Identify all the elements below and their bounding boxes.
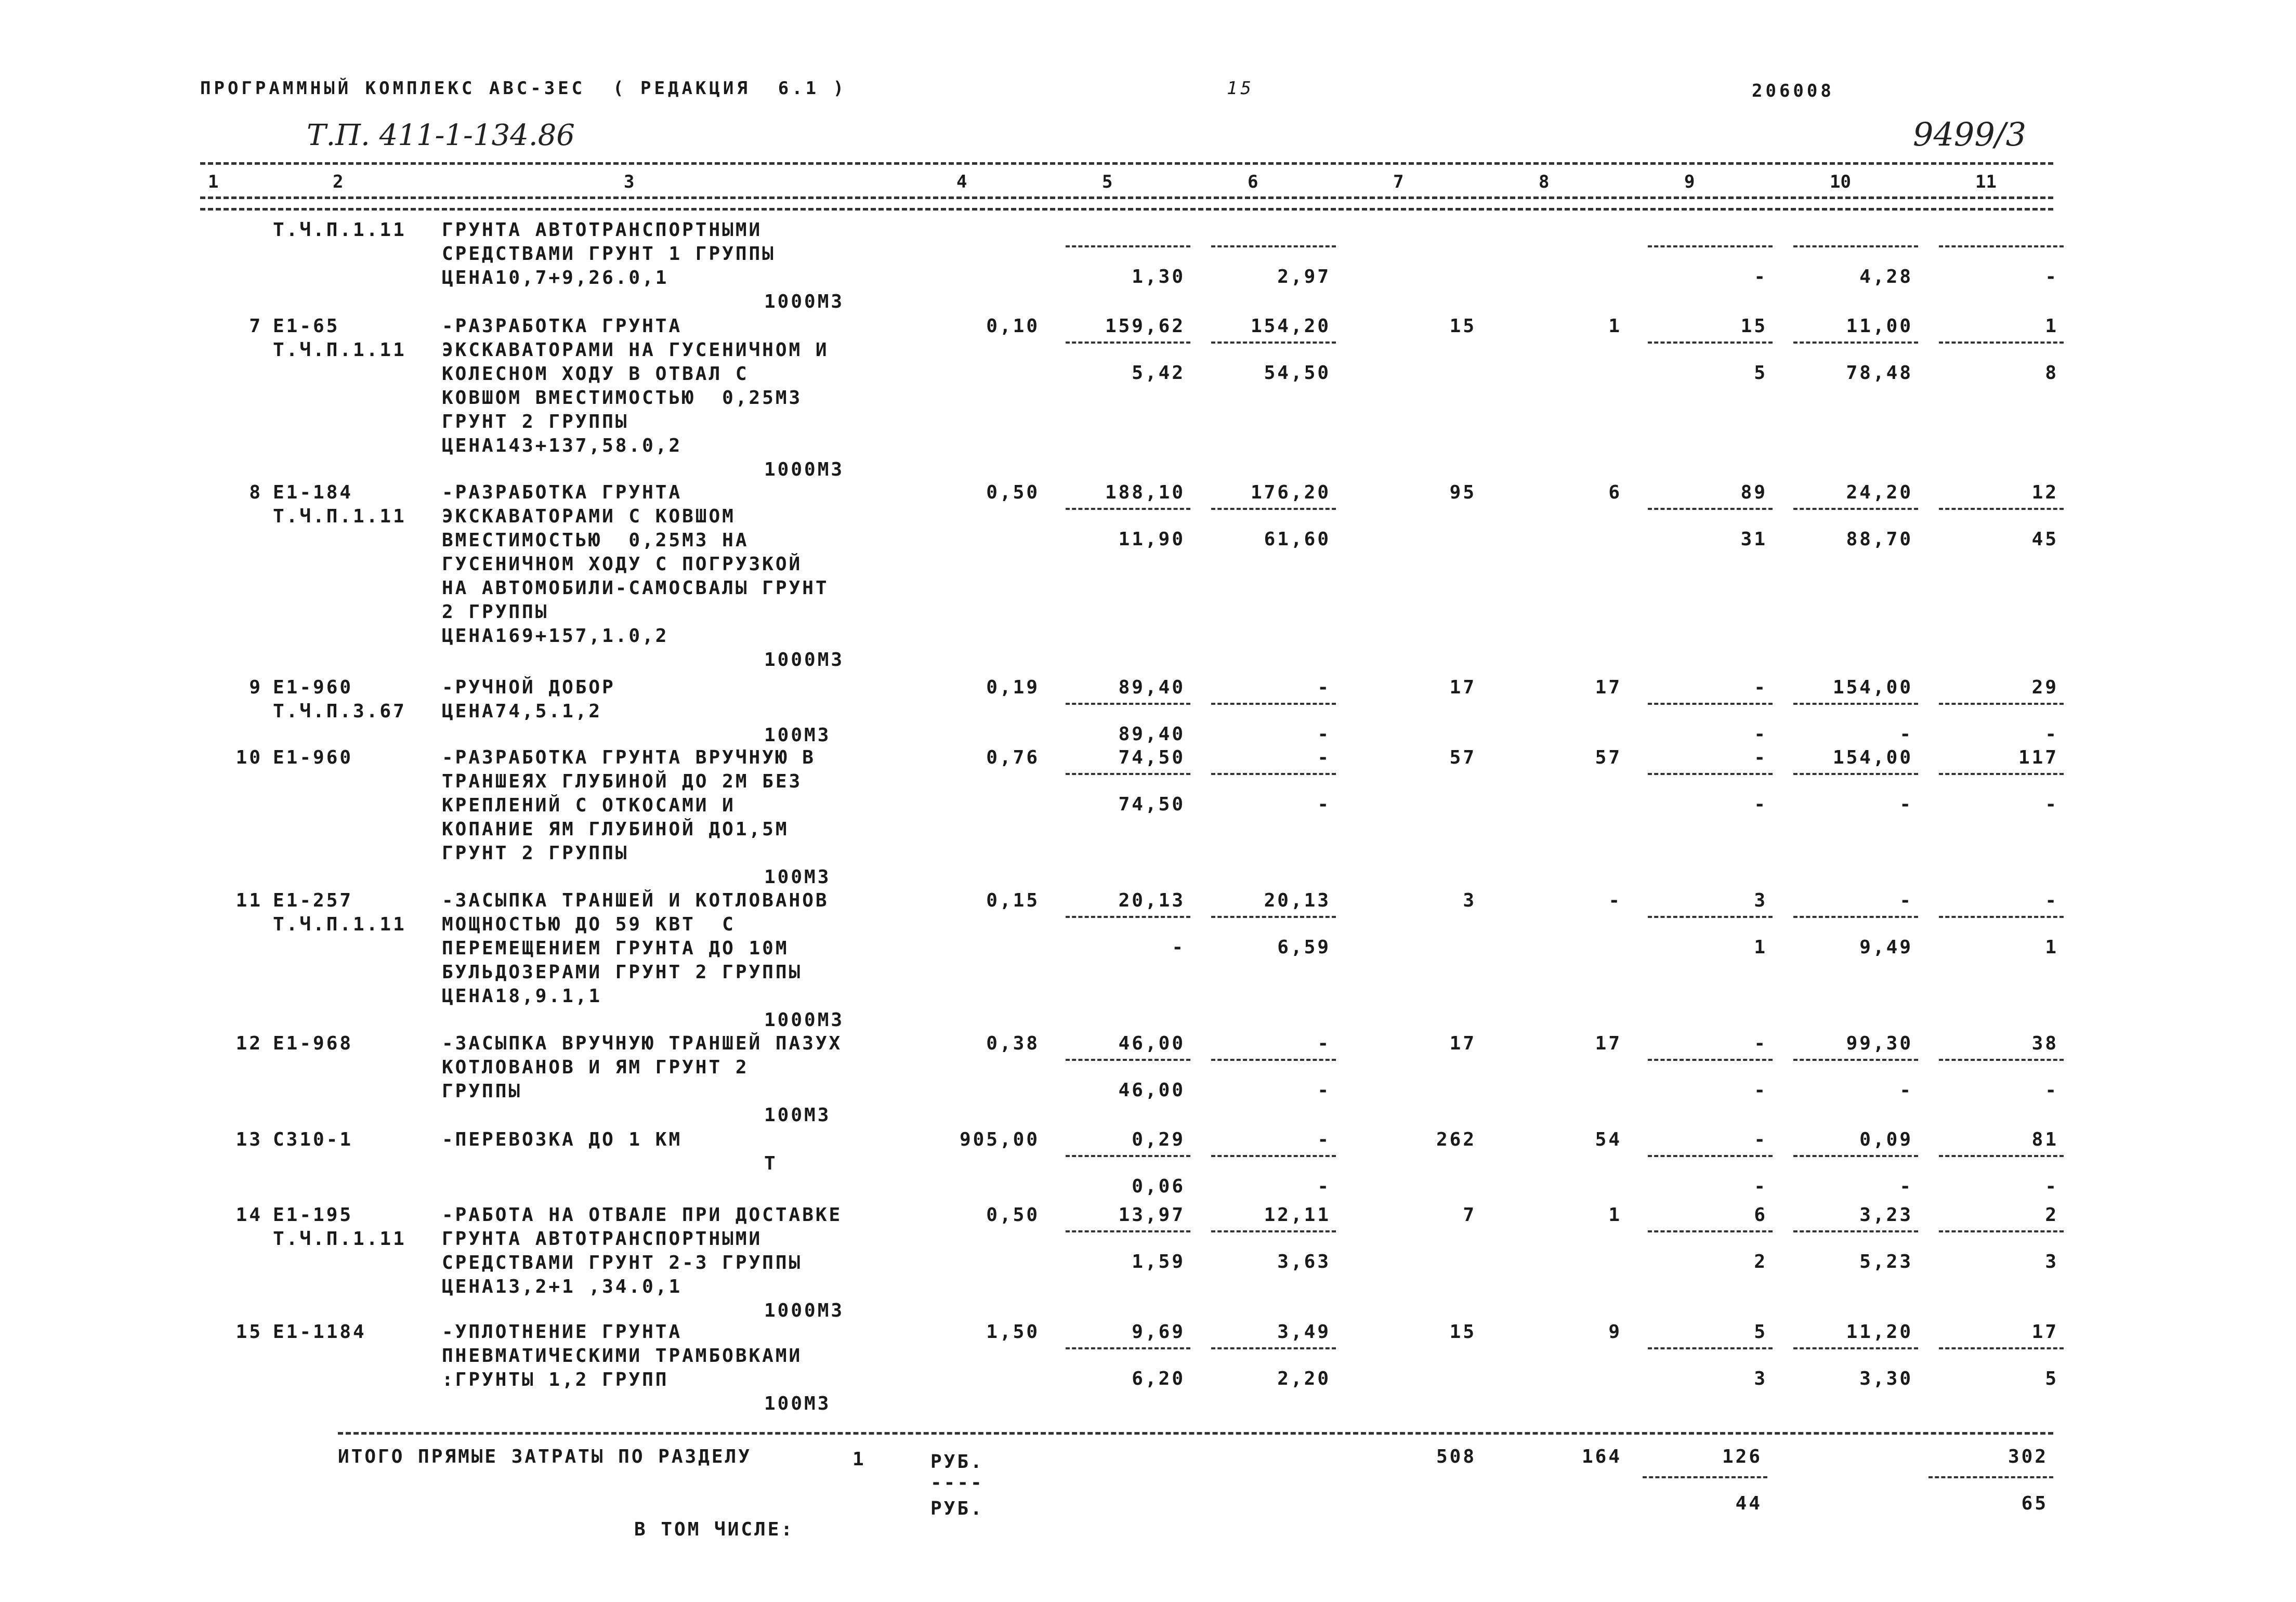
row-col5-bottom: 1,30: [1132, 266, 1185, 287]
totals-currency-1: РУБ.: [930, 1451, 984, 1473]
row-col5-underline: [1066, 245, 1190, 247]
row-col11-underline: [1939, 1230, 2064, 1232]
row-col9-bottom: 2: [1754, 1251, 1767, 1272]
row-col5-top: 9,69: [1132, 1321, 1185, 1343]
row-col6-top: 154,20: [1250, 316, 1331, 337]
row-description: -РАЗРАБОТКА ГРУНТА ЭКСКАВАТОРАМИ НА ГУСЕНИЧНОМ И КОЛЕСНОМ ХОДУ В ОТВАЛ С КОВШОМ ВМЕСТИМОСТЬЮ 0,25М3 ГРУНТ 2 ГРУППЫ ЦЕНА143+137,58.0,2: [442, 316, 829, 456]
totals-col9-underline: [1643, 1476, 1767, 1478]
row-col10-underline: [1793, 245, 1918, 247]
row-col8-top: 57: [1595, 747, 1622, 768]
row-col10-top: 11,00: [1846, 316, 1913, 337]
row-col11-underline: [1939, 245, 2064, 247]
row-col5-underline: [1066, 703, 1190, 705]
row-col6-bottom: 2,20: [1277, 1368, 1331, 1389]
row-col7-top: 95: [1449, 482, 1476, 503]
row-col6-bottom: -: [1317, 1176, 1331, 1197]
totals-col9-bottom: 44: [1735, 1493, 1762, 1514]
row-code: Е1-968: [273, 1033, 353, 1054]
row-col11-top: 1: [2045, 316, 2058, 337]
row-code: Е1-65 Т.Ч.П.1.11: [273, 316, 406, 361]
row-unit: 1000М3: [764, 459, 845, 480]
row-col10-top: 24,20: [1846, 482, 1913, 503]
row-unit: 100М3: [764, 1393, 831, 1414]
row-col10-top: 0,09: [1859, 1129, 1913, 1150]
row-col6-underline: [1211, 1230, 1336, 1232]
column-header-9: 9: [1684, 172, 1695, 192]
row-col5-top: 46,00: [1118, 1033, 1185, 1054]
row-col5-underline: [1066, 1230, 1190, 1232]
row-col10-underline: [1793, 773, 1918, 775]
row-col9-top: 15: [1740, 316, 1767, 337]
row-unit: 100М3: [764, 725, 831, 746]
row-col6-top: 176,20: [1250, 482, 1331, 503]
row-col10-bottom: 88,70: [1846, 529, 1913, 550]
row-col10-bottom: -: [1899, 724, 1913, 745]
row-col6-underline: [1211, 245, 1336, 247]
row-col5-bottom: 11,90: [1118, 529, 1185, 550]
table-top-rule: [200, 162, 2053, 165]
row-col5-underline: [1066, 773, 1190, 775]
row-number: 7: [249, 316, 263, 337]
row-col5-bottom: 46,00: [1118, 1080, 1185, 1101]
row-col11-underline: [1939, 1059, 2064, 1061]
row-col9-underline: [1648, 1230, 1773, 1232]
totals-col8: 164: [1581, 1446, 1622, 1467]
row-col4-top: 0,50: [986, 482, 1040, 503]
program-title: ПРОГРАММНЫЙ КОМПЛЕКС АВС-ЗЕС ( РЕДАКЦИЯ 6.1 ): [200, 78, 847, 99]
row-code: Е1-1184: [273, 1321, 366, 1343]
row-col8-top: 9: [1608, 1321, 1622, 1343]
row-col5-bottom: 5,42: [1132, 362, 1185, 384]
row-col10-underline: [1793, 508, 1918, 510]
column-header-8: 8: [1539, 172, 1550, 192]
row-col4-top: 1,50: [986, 1321, 1040, 1343]
row-col8-top: 17: [1595, 1033, 1622, 1054]
row-col8-top: -: [1608, 890, 1622, 911]
row-col7-top: 262: [1436, 1129, 1476, 1150]
row-col11-underline: [1939, 342, 2064, 344]
row-col9-underline: [1648, 1347, 1773, 1349]
row-col7-top: 7: [1463, 1204, 1476, 1226]
row-code: Е1-184 Т.Ч.П.1.11: [273, 482, 406, 527]
row-col6-bottom: -: [1317, 724, 1331, 745]
row-col5-underline: [1066, 1155, 1190, 1157]
row-col6-underline: [1211, 1347, 1336, 1349]
row-description: ГРУНТА АВТОТРАНСПОРТНЫМИ СРЕДСТВАМИ ГРУНТ 1 ГРУППЫ ЦЕНА10,7+9,26.0,1: [442, 219, 776, 288]
row-col10-bottom: 4,28: [1859, 266, 1913, 287]
row-col10-bottom: -: [1899, 1176, 1913, 1197]
sheet-number: 9499/3: [1913, 115, 2027, 153]
row-col5-underline: [1066, 1059, 1190, 1061]
row-col11-top: 17: [2031, 1321, 2058, 1343]
row-col9-underline: [1648, 245, 1773, 247]
row-col9-underline: [1648, 1059, 1773, 1061]
row-col10-underline: [1793, 1230, 1918, 1232]
row-col5-top: 13,97: [1118, 1204, 1185, 1226]
row-unit: Т: [764, 1153, 778, 1174]
row-number: 8: [249, 482, 263, 503]
row-col6-underline: [1211, 703, 1336, 705]
row-col11-top: 2: [2045, 1204, 2058, 1226]
row-col11-bottom: 3: [2045, 1251, 2058, 1272]
row-col8-top: 1: [1608, 1204, 1622, 1226]
row-col11-top: 117: [2018, 747, 2058, 768]
row-number: 12: [235, 1033, 263, 1054]
document-code: 206008: [1752, 81, 1834, 101]
row-col6-top: -: [1317, 1033, 1331, 1054]
row-col10-underline: [1793, 703, 1918, 705]
row-col5-bottom: -: [1172, 937, 1185, 958]
row-col9-top: 6: [1754, 1204, 1767, 1226]
row-col5-underline: [1066, 1347, 1190, 1349]
row-description: -ЗАСЫПКА ВРУЧНУЮ ТРАНШЕЙ ПАЗУХ КОТЛОВАНОВ И ЯМ ГРУНТ 2 ГРУППЫ: [442, 1033, 843, 1102]
column-header-5: 5: [1102, 172, 1113, 192]
row-col4-top: 0,38: [986, 1033, 1040, 1054]
row-col9-top: -: [1754, 677, 1767, 698]
row-col6-bottom: -: [1317, 1080, 1331, 1101]
row-col9-bottom: -: [1754, 1176, 1767, 1197]
row-col6-underline: [1211, 1155, 1336, 1157]
totals-currency-2: РУБ.: [930, 1498, 984, 1519]
row-col5-top: 74,50: [1118, 747, 1185, 768]
row-col9-bottom: -: [1754, 1080, 1767, 1101]
row-col11-bottom: 8: [2045, 362, 2058, 384]
row-col8-top: 54: [1595, 1129, 1622, 1150]
row-description: -РАБОТА НА ОТВАЛЕ ПРИ ДОСТАВКЕ ГРУНТА АВТОТРАНСПОРТНЫМИ СРЕДСТВАМИ ГРУНТ 2-3 ГРУППЫ ЦЕНА13,2+1 ,34.0,1: [442, 1204, 843, 1297]
row-number: 13: [235, 1129, 263, 1150]
row-col11-top: 38: [2031, 1033, 2058, 1054]
row-col4-top: 905,00: [959, 1129, 1040, 1150]
row-description: -УПЛОТНЕНИЕ ГРУНТА ПНЕВМАТИЧЕСКИМИ ТРАМБОВКАМИ :ГРУНТЫ 1,2 ГРУПП: [442, 1321, 803, 1390]
row-col11-underline: [1939, 1155, 2064, 1157]
column-header-4: 4: [956, 172, 967, 192]
row-code: Т.Ч.П.1.11: [273, 219, 406, 241]
row-col9-underline: [1648, 1155, 1773, 1157]
row-col11-bottom: -: [2045, 266, 2058, 287]
row-col6-top: -: [1317, 1129, 1331, 1150]
totals-currency-dash: ----: [930, 1472, 984, 1493]
row-col9-underline: [1648, 703, 1773, 705]
row-code: Е1-960: [273, 747, 353, 768]
row-col11-underline: [1939, 773, 2064, 775]
row-col4-top: 0,76: [986, 747, 1040, 768]
row-col6-bottom: 3,63: [1277, 1251, 1331, 1272]
row-code: Е1-257 Т.Ч.П.1.11: [273, 890, 406, 935]
row-col11-bottom: -: [2045, 794, 2058, 815]
row-description: -ЗАСЫПКА ТРАНШЕЙ И КОТЛОВАНОВ МОЩНОСТЬЮ ДО 59 КВТ С ПЕРЕМЕЩЕНИЕМ ГРУНТА ДО 10М БУЛЬДОЗЕРАМИ ГРУНТ 2 ГРУППЫ ЦЕНА18,9.1,1: [442, 890, 829, 1007]
row-col6-underline: [1211, 1059, 1336, 1061]
row-col9-top: -: [1754, 1033, 1767, 1054]
row-col11-bottom: -: [2045, 724, 2058, 745]
column-header-2: 2: [333, 172, 344, 192]
row-unit: 100М3: [764, 1105, 831, 1126]
row-col11-underline: [1939, 508, 2064, 510]
row-col11-top: 12: [2031, 482, 2058, 503]
row-col9-top: 5: [1754, 1321, 1767, 1343]
row-col6-bottom: 6,59: [1277, 937, 1331, 958]
row-col11-bottom: 1: [2045, 937, 2058, 958]
row-col10-bottom: 5,23: [1859, 1251, 1913, 1272]
row-col11-bottom: 45: [2031, 529, 2058, 550]
row-description: -РАЗРАБОТКА ГРУНТА ЭКСКАВАТОРАМИ С КОВШОМ ВМЕСТИМОСТЬЮ 0,25М3 НА ГУСЕНИЧНОМ ХОДУ С ПОГРУЗКОЙ НА АВТОМОБИЛИ-САМОСВАЛЫ ГРУНТ 2 ГРУППЫ ЦЕНА169+157,1.0,2: [442, 482, 829, 647]
row-col7-top: 17: [1449, 677, 1476, 698]
row-col10-underline: [1793, 1155, 1918, 1157]
row-col5-bottom: 0,06: [1132, 1176, 1185, 1197]
row-col9-underline: [1648, 773, 1773, 775]
row-col9-top: -: [1754, 747, 1767, 768]
row-col5-bottom: 74,50: [1118, 794, 1185, 815]
row-unit: 1000М3: [764, 291, 845, 312]
row-col11-underline: [1939, 1347, 2064, 1349]
row-col6-top: 20,13: [1264, 890, 1331, 911]
row-col5-top: 89,40: [1118, 677, 1185, 698]
row-col6-underline: [1211, 508, 1336, 510]
row-col10-bottom: 78,48: [1846, 362, 1913, 384]
row-col11-underline: [1939, 703, 2064, 705]
row-number: 11: [235, 890, 263, 911]
row-number: 9: [249, 677, 263, 698]
row-col4-top: 0,10: [986, 316, 1040, 337]
row-col10-bottom: 9,49: [1859, 937, 1913, 958]
row-col11-bottom: -: [2045, 1080, 2058, 1101]
row-col11-top: -: [2045, 890, 2058, 911]
row-col9-top: 3: [1754, 890, 1767, 911]
project-number: Т.П. 411-1-134.86: [307, 119, 575, 152]
row-col10-underline: [1793, 916, 1918, 918]
row-col10-top: 99,30: [1846, 1033, 1913, 1054]
row-col10-bottom: -: [1899, 794, 1913, 815]
row-col9-top: -: [1754, 1129, 1767, 1150]
row-col6-bottom: 61,60: [1264, 529, 1331, 550]
row-col5-underline: [1066, 342, 1190, 344]
row-col7-top: 57: [1449, 747, 1476, 768]
row-col4-top: 0,50: [986, 1204, 1040, 1226]
row-col7-top: 3: [1463, 890, 1476, 911]
row-col5-bottom: 1,59: [1132, 1251, 1185, 1272]
row-col6-bottom: -: [1317, 794, 1331, 815]
row-col10-top: 154,00: [1832, 747, 1913, 768]
row-description: -РУЧНОЙ ДОБОР ЦЕНА74,5.1,2: [442, 677, 615, 722]
row-col9-bottom: -: [1754, 724, 1767, 745]
row-col9-bottom: -: [1754, 266, 1767, 287]
row-col5-underline: [1066, 508, 1190, 510]
column-header-6: 6: [1248, 172, 1258, 192]
row-unit: 1000М3: [764, 649, 845, 671]
row-col5-top: 159,62: [1105, 316, 1185, 337]
row-col4-top: 0,19: [986, 677, 1040, 698]
row-col6-top: -: [1317, 747, 1331, 768]
row-col5-top: 188,10: [1105, 482, 1185, 503]
row-col6-underline: [1211, 773, 1336, 775]
header-rule-1: [200, 196, 2053, 199]
totals-col11-underline: [1928, 1476, 2053, 1478]
row-col5-underline: [1066, 916, 1190, 918]
row-col11-underline: [1939, 916, 2064, 918]
row-unit: 100М3: [764, 866, 831, 888]
row-col9-underline: [1648, 342, 1773, 344]
row-col10-underline: [1793, 1347, 1918, 1349]
row-col6-bottom: 54,50: [1264, 362, 1331, 384]
row-col5-top: 20,13: [1118, 890, 1185, 911]
including-label: В ТОМ ЧИСЛЕ:: [634, 1519, 795, 1540]
row-description: -ПЕРЕВОЗКА ДО 1 КМ: [442, 1129, 683, 1150]
row-col10-underline: [1793, 1059, 1918, 1061]
header-rule-2: [200, 208, 2053, 211]
row-number: 10: [235, 747, 263, 768]
row-col10-top: 11,20: [1846, 1321, 1913, 1343]
row-col10-underline: [1793, 342, 1918, 344]
row-number: 15: [235, 1321, 263, 1343]
row-col4-top: 0,15: [986, 890, 1040, 911]
totals-col7: 508: [1436, 1446, 1476, 1467]
row-col6-top: 3,49: [1277, 1321, 1331, 1343]
row-number: 14: [235, 1204, 263, 1226]
row-col9-top: 89: [1740, 482, 1767, 503]
row-col9-bottom: 1: [1754, 937, 1767, 958]
row-col9-bottom: 31: [1740, 529, 1767, 550]
row-col11-top: 81: [2031, 1129, 2058, 1150]
row-description: -РАЗРАБОТКА ГРУНТА ВРУЧНУЮ В ТРАНШЕЯХ ГЛУБИНОЙ ДО 2М БЕЗ КРЕПЛЕНИЙ С ОТКОСАМИ И КОПАНИЕ ЯМ ГЛУБИНОЙ ДО1,5М ГРУНТ 2 ГРУППЫ: [442, 747, 816, 864]
row-col8-top: 6: [1608, 482, 1622, 503]
row-col5-bottom: 89,40: [1118, 724, 1185, 745]
row-col9-bottom: 5: [1754, 362, 1767, 384]
totals-label: ИТОГО ПРЯМЫЕ ЗАТРАТЫ ПО РАЗДЕЛУ: [338, 1446, 752, 1467]
row-col11-top: 29: [2031, 677, 2058, 698]
row-col6-bottom: 2,97: [1277, 266, 1331, 287]
row-col10-bottom: -: [1899, 1080, 1913, 1101]
row-col6-top: 12,11: [1264, 1204, 1331, 1226]
row-col11-bottom: -: [2045, 1176, 2058, 1197]
row-col7-top: 17: [1449, 1033, 1476, 1054]
row-col5-bottom: 6,20: [1132, 1368, 1185, 1389]
row-col10-top: 154,00: [1832, 677, 1913, 698]
row-col5-top: 0,29: [1132, 1129, 1185, 1150]
row-col9-underline: [1648, 508, 1773, 510]
row-col9-bottom: 3: [1754, 1368, 1767, 1389]
column-header-11: 11: [1975, 172, 1997, 192]
row-col7-top: 15: [1449, 316, 1476, 337]
totals-col11-top: 302: [2008, 1446, 2048, 1467]
row-col7-top: 15: [1449, 1321, 1476, 1343]
column-header-7: 7: [1393, 172, 1404, 192]
row-col6-underline: [1211, 916, 1336, 918]
totals-section: 1: [852, 1449, 866, 1470]
row-col6-underline: [1211, 342, 1336, 344]
row-code: С310-1: [273, 1129, 353, 1150]
row-col10-top: 3,23: [1859, 1204, 1913, 1226]
row-code: Е1-960 Т.Ч.П.3.67: [273, 677, 406, 722]
totals-rule: [338, 1432, 2053, 1435]
row-col10-top: -: [1899, 890, 1913, 911]
column-header-1: 1: [208, 172, 219, 192]
row-col6-top: -: [1317, 677, 1331, 698]
row-col11-bottom: 5: [2045, 1368, 2058, 1389]
column-header-10: 10: [1830, 172, 1851, 192]
totals-col9-top: 126: [1722, 1446, 1762, 1467]
row-code: Е1-195 Т.Ч.П.1.11: [273, 1204, 406, 1250]
row-unit: 1000М3: [764, 1300, 845, 1321]
row-col9-underline: [1648, 916, 1773, 918]
column-header-3: 3: [624, 172, 635, 192]
row-col8-top: 17: [1595, 677, 1622, 698]
row-col9-bottom: -: [1754, 794, 1767, 815]
row-col8-top: 1: [1608, 316, 1622, 337]
row-col10-bottom: 3,30: [1859, 1368, 1913, 1389]
page-number: 15: [1227, 78, 1254, 99]
totals-col11-bottom: 65: [2021, 1493, 2048, 1514]
row-unit: 1000М3: [764, 1009, 845, 1031]
